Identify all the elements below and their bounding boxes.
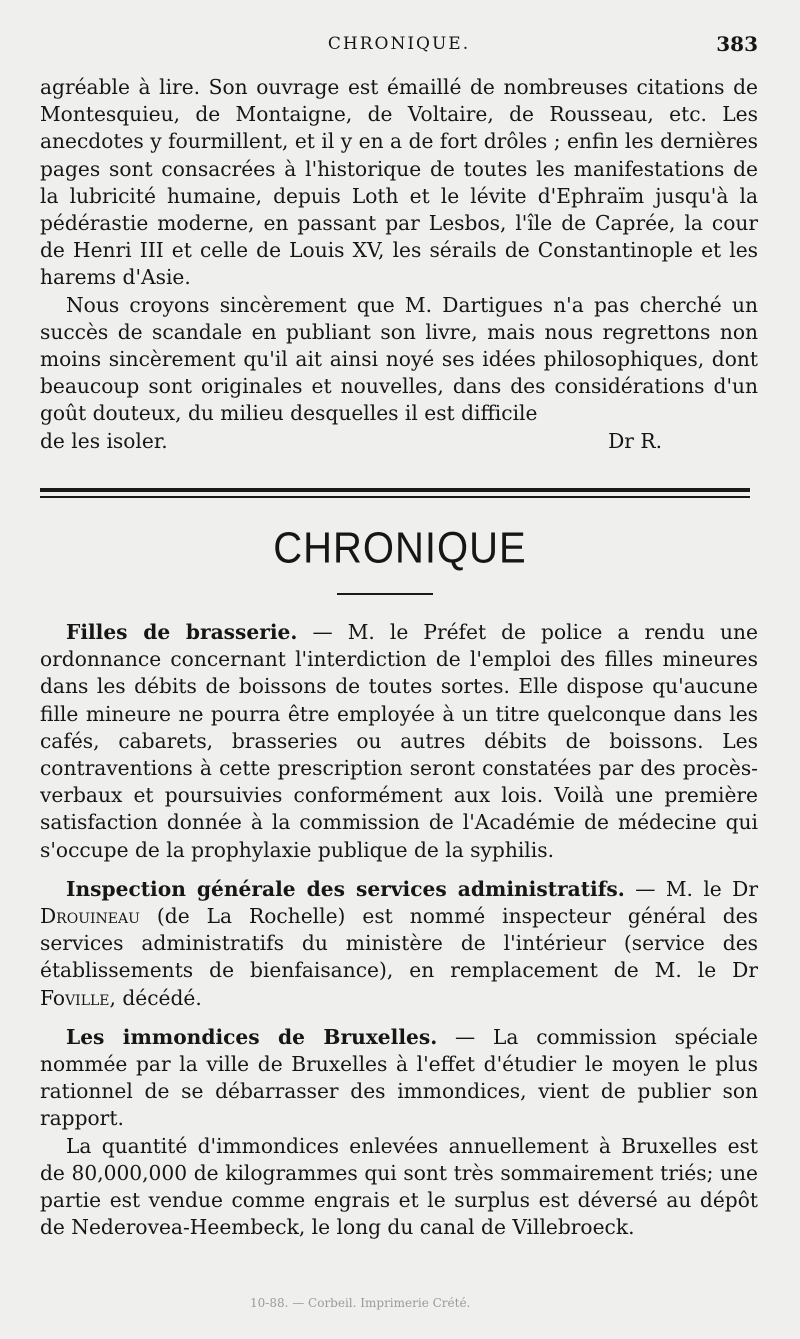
news-item-bruxelles-paragraph-2: La quantité d'immondices enlevées annuellement à Bruxelles est de 80,000,000 de kilogrammes qui sont très sommairement triés; une partie est vendue comme engrais et le surplus est déversé au dépôt de Nederovea-Heembeck, le long du canal de Villebroeck.: [40, 1133, 758, 1240]
section-divider-thick: [40, 488, 750, 492]
page-header: [40, 30, 758, 66]
review-paragraph-2: Nous croyons sincèrement que M. Dartigues n'a pas cherché un succès de scandale en publiant son livre, mais nous regrettons non moins sincèrement qu'il ait ainsi noyé ses idées philosophiques, dont beaucoup sont originales et nouvelles, dans des considérations d'un goût douteux, du milieu desquelles il est difficile: [40, 292, 758, 426]
news-item-bruxelles: [40, 1024, 758, 1133]
news-text-inspection-c: , décédé.: [109, 985, 202, 1010]
person-name-foville: ville: [65, 985, 110, 1010]
person-name-drouineau: Drouineau: [40, 904, 140, 929]
printer-imprint: 10-88. — Corbeil. Imprimerie Crété.: [250, 1296, 471, 1310]
section-title: CHRONIQUE: [273, 523, 527, 573]
news-text-inspection-b: (de La Rochelle) est nommé inspecteur général des services administratifs du ministère de l'intérieur (service des établissements de bienfaisance), en remplacement de M. le Dr Fo: [40, 904, 758, 1010]
section-divider-thin: [40, 496, 750, 498]
page-number: 383: [716, 32, 758, 56]
news-heading-brasserie: Filles de brasserie.: [66, 620, 298, 644]
review-paragraph-1: agréable à lire. Son ouvrage est émaillé de nombreuses citations de Montesquieu, de Montaigne, de Voltaire, de Rousseau, etc. Les anecdotes y fourmillent, et il y en a de fort drôles ; enfin les dernières pages sont consacrées à l'historique de toutes les manifestations de la lubricité humaine, depuis Loth et le lévite d'Ephraïm jusqu'à la pédérastie moderne, en passant par Lesbos, l'île de Caprée, la cour de Henri III et celle de Louis XV, les sérails de Constantinople et les harems d'Asie.: [40, 75, 758, 290]
review-signature: Dr R.: [608, 428, 662, 453]
news-item-brasserie: [40, 619, 758, 864]
running-head: CHRONIQUE.: [327, 34, 471, 54]
news-item-inspection: [40, 876, 758, 1012]
review-paragraph-2-end: de les isoler.: [40, 428, 168, 453]
news-text-inspection-a: — M. le Dr: [624, 876, 758, 901]
review-signature-line: [40, 428, 758, 455]
news-text-brasserie: — M. le Préfet de police a rendu une ordonnance concernant l'interdiction de l'emploi des filles mineures dans les débits de boissons de toutes sortes. Elle dispose qu'aucune fille mineure ne pourra être employée à un titre quelconque dans les cafés, cabarets, brasseries ou autres débits de boissons. Les contraventions à cette prescription seront constatées par des procès-verbaux et poursuivies conformément aux lois. Voilà une première satisfaction donnée à la commission de l'Académie de médecine qui s'occupe de la prophylaxie publique de la syphilis.: [40, 620, 758, 862]
news-heading-inspection: Inspection générale des services administratifs.: [66, 876, 625, 901]
book-review-conclusion: [40, 74, 758, 455]
chronicle-news: [40, 619, 758, 1241]
news-heading-bruxelles: Les immondices de Bruxelles.: [66, 1024, 438, 1049]
section-title-underline: [337, 593, 433, 595]
news-text-bruxelles: — La commission spéciale nommée par la ville de Bruxelles à l'effet d'étudier le moyen le plus rationnel de se débarrasser des immondices, vient de publier son rapport.: [40, 1024, 758, 1131]
